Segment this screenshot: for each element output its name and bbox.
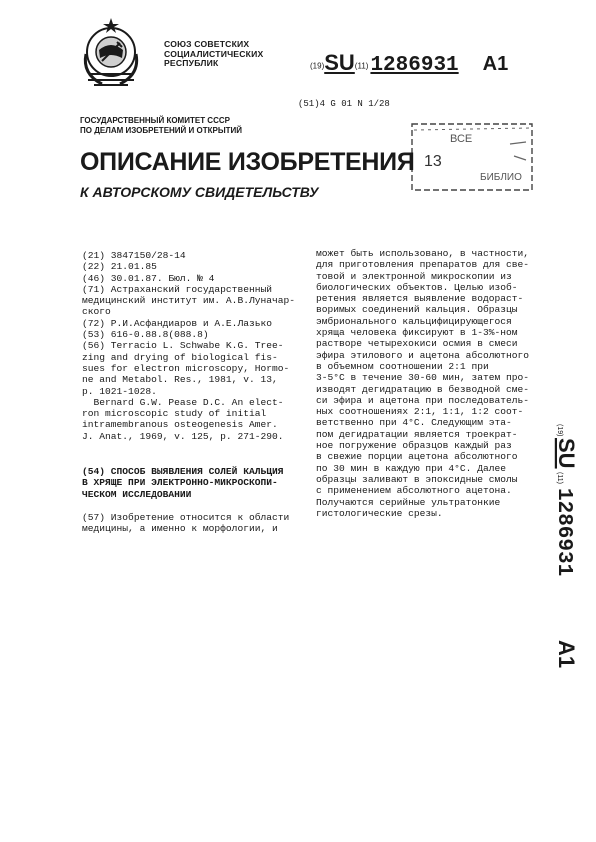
ussr-emblem-icon	[72, 14, 150, 92]
biblio-line: медицинский институт им. А.В.Луначар-	[82, 295, 296, 307]
stamp-text-2: 13	[424, 153, 442, 170]
biblio-line: sues for electron microscopy, Hormo-	[82, 362, 290, 374]
biblio-line: ского	[82, 306, 111, 318]
text-line: изводят дегидратацию в безводной сме-	[316, 383, 530, 395]
text-line: может быть использовано, в частности,	[316, 248, 530, 259]
abstract-continuation	[316, 248, 529, 519]
invention-title: (54) СПОСОБ ВЫЯВЛЕНИЯ СОЛЕЙ КАЛЬЦИЯ В ХРЯЩЕ ПРИ ЭЛЕКТРОННО-МИКРОСКОПИ- ЧЕСКОМ ИССЛЕДОВАНИИ	[82, 466, 284, 500]
biblio-line: ne and Metabol. Res., 1981, v. 13,	[82, 374, 278, 386]
biblio-line: (71) Астраханский государственный	[82, 283, 272, 295]
text-line: по 30 мин в каждую при 4°С. Далее	[316, 462, 506, 474]
biblio-line: (22) 21.01.85	[82, 261, 157, 273]
biblio-line: (56) Terracio L. Schwabe K.G. Tree-	[82, 340, 284, 352]
sidebar-code-1: (19)	[556, 424, 563, 437]
ipc-class: (51)4 G 01 N 1/28	[298, 99, 390, 109]
abstract-start: (57) Изобретение относится к области медицины, а именно к морфологии, и	[82, 512, 290, 535]
text-line: ное погружение образцов каждый раз	[316, 440, 512, 452]
sidebar-kind: A1	[554, 640, 579, 669]
sidebar-code-2: (11)	[556, 472, 563, 484]
stamp-text-1: ВСЕ	[450, 133, 473, 145]
text-line: Получаются серийные ультратонкие	[316, 496, 501, 508]
text-line: хряща человека фиксируют в 1-3%-ном	[316, 327, 518, 339]
text-line: товой и электронной микроскопии из	[316, 270, 512, 282]
code-number: (11)	[354, 61, 369, 71]
text-line: воримых соединений кальция. Образцы	[316, 304, 518, 316]
stamp-text-3: БИБЛИО	[480, 172, 522, 183]
text-line: пом дегидратации является троекрат-	[316, 428, 518, 440]
committee-name: ГОСУДАРСТВЕННЫЙ КОМИТЕТ СССР ПО ДЕЛАМ ИЗОБРЕТЕНИЙ И ОТКРЫТИЙ	[80, 116, 243, 135]
biblio-line: (46) 30.01.87. Бюл. № 4	[82, 272, 215, 284]
biblio-line: Bernard G.W. Pease D.C. An elect-	[82, 396, 284, 408]
publication-number	[310, 50, 508, 77]
kind-code: A1	[482, 53, 509, 75]
text-line: биологических объектов. Целью изоб-	[316, 281, 518, 293]
patent-number: 1286931	[370, 54, 459, 77]
text-line: эмбрионального кальцифицирующегося	[316, 315, 512, 327]
sidebar-publication-number	[550, 422, 580, 692]
text-line: образцы заливают в эпоксидные смолы	[316, 473, 518, 485]
biblio-line: (53) 616-0.88.8(088.8)	[82, 329, 209, 341]
text-line: с применением абсолютного ацетона.	[316, 485, 512, 497]
text-line: для приготовления препаратов для све-	[316, 259, 530, 271]
biblio-line: intramembranous osteogenesis Amer.	[82, 419, 278, 431]
text-line: си эфира и ацетона при последователь-	[316, 394, 530, 406]
country-code: SU	[324, 50, 355, 75]
text-line: гистологические срезы.	[316, 507, 443, 519]
text-line: эфира этилового и ацетона абсолютного	[316, 349, 530, 361]
document-subtitle: К АВТОРСКОМУ СВИДЕТЕЛЬСТВУ	[80, 184, 319, 200]
code-country: (19)	[310, 61, 325, 71]
biblio-line: (72) Р.И.Асфандиаров и А.Е.Лазько	[82, 317, 272, 329]
biblio-line: p. 1021-1028.	[82, 385, 157, 397]
text-line: в свежие порции ацетона абсолютного	[316, 451, 518, 463]
biblio-line: J. Anat., 1969, v. 125, p. 271-290.	[82, 430, 284, 442]
text-line: 3-5°С в течение 30-60 мин, затем про-	[316, 372, 530, 384]
library-stamp	[410, 120, 538, 196]
text-line: ных соотношениях 2:1, 1:1, 1:2 соот-	[316, 406, 524, 418]
biblio-line: (21) 3847150/28-14	[82, 250, 186, 261]
text-line: в объемном соотношении 2:1 при	[316, 360, 489, 372]
sidebar-number: 1286931	[552, 488, 575, 577]
organization-name: СОЮЗ СОВЕТСКИХ СОЦИАЛИСТИЧЕСКИХ РЕСПУБЛИК	[164, 39, 264, 69]
bibliographic-data	[82, 250, 295, 442]
text-line: ветственно при 4°С. Следующим эта-	[316, 417, 512, 429]
biblio-line: ron microscopic study of initial	[82, 408, 267, 420]
biblio-line: zing and drying of biological fis-	[82, 351, 278, 363]
document-title: ОПИСАНИЕ ИЗОБРЕТЕНИЯ	[80, 148, 415, 176]
text-line: растворе четырехокиси осмия в смеси	[316, 338, 518, 350]
text-line: ретения является выявление водораст-	[316, 293, 524, 305]
sidebar-country: SU	[554, 438, 579, 469]
